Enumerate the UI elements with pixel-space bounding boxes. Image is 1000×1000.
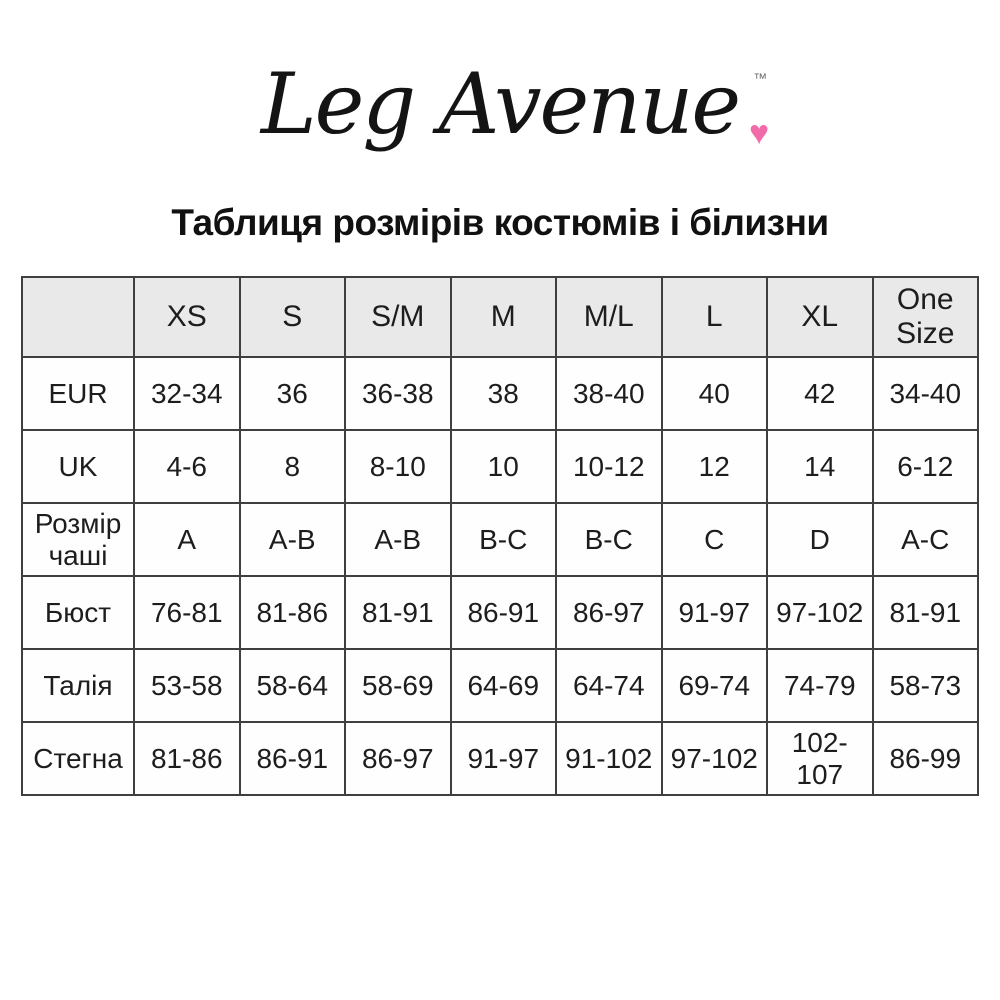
trademark-symbol: ™ (753, 70, 768, 86)
table-cell: 69-74 (662, 649, 768, 722)
table-cell: 64-69 (451, 649, 557, 722)
table-cell: 34-40 (873, 357, 979, 430)
table-row-cup-size (22, 503, 978, 576)
table-cell: A-B (240, 503, 346, 576)
column-header-ml: M/L (556, 277, 662, 357)
table-cell: 91-102 (556, 722, 662, 795)
table-row-hips (22, 722, 978, 795)
table-cell: A (134, 503, 240, 576)
table-row-bust (22, 576, 978, 649)
table-row-eur (22, 357, 978, 430)
table-cell: 38 (451, 357, 557, 430)
table-cell: 97-102 (662, 722, 768, 795)
table-cell: 32-34 (134, 357, 240, 430)
table-cell: 10-12 (556, 430, 662, 503)
table-cell: 81-86 (134, 722, 240, 795)
table-cell: 42 (767, 357, 873, 430)
row-label: EUR (22, 357, 134, 430)
table-cell: 91-97 (662, 576, 768, 649)
row-label: Талія (22, 649, 134, 722)
table-cell: D (767, 503, 873, 576)
table-cell: 76-81 (134, 576, 240, 649)
size-chart (0, 276, 1000, 796)
table-cell: 6-12 (873, 430, 979, 503)
table-cell: 58-64 (240, 649, 346, 722)
table-cell: 8 (240, 430, 346, 503)
table-cell: 86-97 (556, 576, 662, 649)
row-label: Розмір чаші (22, 503, 134, 576)
table-cell: 74-79 (767, 649, 873, 722)
table-cell: 64-74 (556, 649, 662, 722)
table-cell: 8-10 (345, 430, 451, 503)
size-table (21, 276, 979, 796)
column-header-l: L (662, 277, 768, 357)
table-cell: B-C (451, 503, 557, 576)
table-row-waist (22, 649, 978, 722)
table-cell: C (662, 503, 768, 576)
brand-logo-text: Leg Avenue (260, 55, 740, 153)
table-cell: 40 (662, 357, 768, 430)
column-header-one-size: One Size (873, 277, 979, 357)
column-header-m: M (451, 277, 557, 357)
table-cell: A-B (345, 503, 451, 576)
table-cell: 36 (240, 357, 346, 430)
table-cell: 102-107 (767, 722, 873, 795)
table-cell: 81-86 (240, 576, 346, 649)
table-cell: A-C (873, 503, 979, 576)
column-header-s: S (240, 277, 346, 357)
header-row (22, 277, 978, 357)
column-header-sm: S/M (345, 277, 451, 357)
row-label: Бюст (22, 576, 134, 649)
table-cell: 4-6 (134, 430, 240, 503)
page-title: Таблиця розмірів костюмів і білизни (171, 202, 829, 243)
table-cell: 86-91 (240, 722, 346, 795)
column-header-xl: XL (767, 277, 873, 357)
row-label: Стегна (22, 722, 134, 795)
table-cell: 97-102 (767, 576, 873, 649)
column-header-xs: XS (134, 277, 240, 357)
table-cell: B-C (556, 503, 662, 576)
table-cell: 10 (451, 430, 557, 503)
table-cell: 53-58 (134, 649, 240, 722)
table-row-uk (22, 430, 978, 503)
table-cell: 58-69 (345, 649, 451, 722)
table-cell: 86-97 (345, 722, 451, 795)
corner-cell (22, 277, 134, 357)
table-cell: 36-38 (345, 357, 451, 430)
table-cell: 81-91 (873, 576, 979, 649)
table-cell: 38-40 (556, 357, 662, 430)
heart-icon: ♥ (748, 114, 770, 152)
table-cell: 91-97 (451, 722, 557, 795)
brand-logo (0, 0, 1000, 153)
table-cell: 86-99 (873, 722, 979, 795)
table-cell: 58-73 (873, 649, 979, 722)
table-cell: 86-91 (451, 576, 557, 649)
table-cell: 14 (767, 430, 873, 503)
table-cell: 81-91 (345, 576, 451, 649)
row-label: UK (22, 430, 134, 503)
table-cell: 12 (662, 430, 768, 503)
